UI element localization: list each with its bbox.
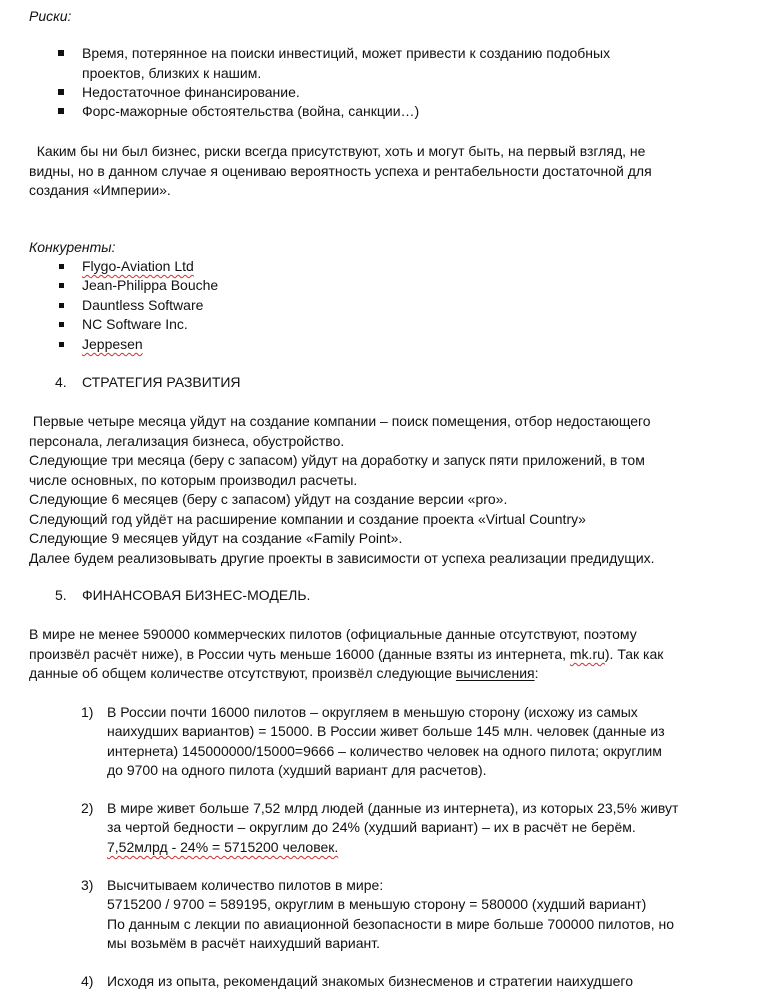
section-number: 4. — [55, 374, 67, 390]
risks-summary-line: Каким бы ни был бизнес, риски всегда присутствуют, хоть и могут быть, на первый взгляд, не — [29, 143, 646, 159]
bullet-icon — [59, 264, 64, 269]
list-item-line: наихудших вариантов) = 15000. В России живет больше 145 млн. человек (данные из — [107, 723, 665, 739]
competitor-item — [82, 257, 194, 277]
competitor-name: Jeppesen — [82, 336, 143, 352]
source-link-text: mk.ru — [569, 646, 605, 662]
strategy-line: персонала, легализация бизнеса, обустройство. — [29, 433, 345, 449]
strategy-line: Следующие 6 месяцев (беру с запасом) уйдут на создание версии «pro». — [29, 491, 508, 507]
finance-intro-line: данные об общем количестве отсутствуют, произвёл следующие вычисления: — [29, 665, 539, 681]
strategy-line: Первые четыре месяца уйдут на создание компании – поиск помещения, отбор недостающего — [29, 413, 651, 429]
list-number: 4) — [81, 973, 94, 989]
competitor-item: Jean-Philippa Bouche — [82, 277, 219, 293]
finance-intro-line: В мире не менее 590000 коммерческих пилотов (официальные данные отсутствуют, поэтому — [29, 626, 637, 642]
bullet-icon — [59, 342, 64, 347]
risk-item: Время, потерянное на поиски инвестиций, может привести к созданию подобных — [82, 45, 611, 61]
underlined-word: вычисления — [455, 665, 535, 681]
risk-item-continued: проектов, близких к нашим. — [82, 65, 262, 81]
bullet-icon — [59, 303, 64, 308]
list-item-line: 5715200 / 9700 = 589195, округлим в меньшую сторону = 580000 (худший вариант) — [107, 896, 647, 912]
bullet-icon — [58, 89, 64, 95]
list-item-line: Высчитываем количество пилотов в мире: — [107, 877, 384, 893]
strategy-line: Далее будем реализовывать другие проекты в зависимости от успеха реализации предидущих. — [29, 550, 655, 566]
risks-summary-line: создания «Империи». — [29, 182, 171, 198]
competitors-heading: Конкуренты: — [29, 239, 116, 255]
section-title: ФИНАНСОВАЯ БИЗНЕС-МОДЕЛЬ. — [82, 587, 311, 603]
bullet-icon — [59, 322, 64, 327]
strategy-line: Следующий год уйдёт на расширение компании и создание проекта «Virtual Country» — [29, 511, 586, 527]
list-item-line: По данным с лекции по авиационной безопасности в мире больше 700000 пилотов, но — [107, 916, 675, 932]
list-item-line: за чертой бедности – округлим до 24% (худший вариант) – их в расчёт не берём. — [107, 819, 636, 835]
list-number: 3) — [81, 877, 94, 893]
risk-item: Недостаточное финансирование. — [82, 84, 300, 100]
list-item-line: В России почти 16000 пилотов – округляем в меньшую сторону (исхожу из самых — [107, 704, 638, 720]
list-item-line: В мире живет больше 7,52 млрд людей (данные из интернета), из которых 23,5% живут — [107, 800, 679, 816]
list-item-line: мы возьмём в расчёт наихудший вариант. — [107, 935, 380, 951]
risk-item: Форс-мажорные обстоятельства (война, санкции…) — [82, 103, 420, 119]
competitor-item: Dauntless Software — [82, 297, 204, 313]
competitor-name: Flygo-Aviation Ltd — [82, 258, 194, 274]
list-item-line: 7,52млрд - 24% = 5715200 человек. — [107, 839, 339, 855]
section-title: СТРАТЕГИЯ РАЗВИТИЯ — [82, 374, 241, 390]
list-number: 2) — [81, 800, 94, 816]
section-number: 5. — [55, 587, 67, 603]
competitor-item: NC Software Inc. — [82, 316, 188, 332]
strategy-line: Следующие три месяца (беру с запасом) уйдут на доработку и запуск пяти приложений, в том — [29, 452, 645, 468]
bullet-icon — [59, 283, 64, 288]
list-number: 1) — [81, 704, 94, 720]
finance-intro-line: произвёл расчёт ниже), в России чуть меньше 16000 (данные взяты из интернета, mk.ru). Так как — [29, 646, 664, 662]
strategy-line: Следующие 9 месяцев уйдут на создание «Family Point». — [29, 530, 403, 546]
bullet-icon — [58, 50, 64, 56]
strategy-line: числе основных, по которым производил расчеты. — [29, 472, 358, 488]
competitor-item — [82, 335, 143, 355]
risks-heading: Риски: — [29, 8, 72, 24]
list-item-line: Исходя из опыта, рекомендаций знакомых бизнесменов и стратегии наихудшего — [107, 973, 634, 989]
risks-summary-line: видны, но в данном случае я оцениваю вероятность успеха и рентабельности достаточной для — [29, 163, 652, 179]
list-item-line: интернета) 145000000/15000=9666 – количество человек на одного пилота; округлим — [107, 743, 662, 759]
list-item-line: до 9700 на одного пилота (худший вариант для расчетов). — [107, 762, 487, 778]
bullet-icon — [58, 108, 64, 114]
